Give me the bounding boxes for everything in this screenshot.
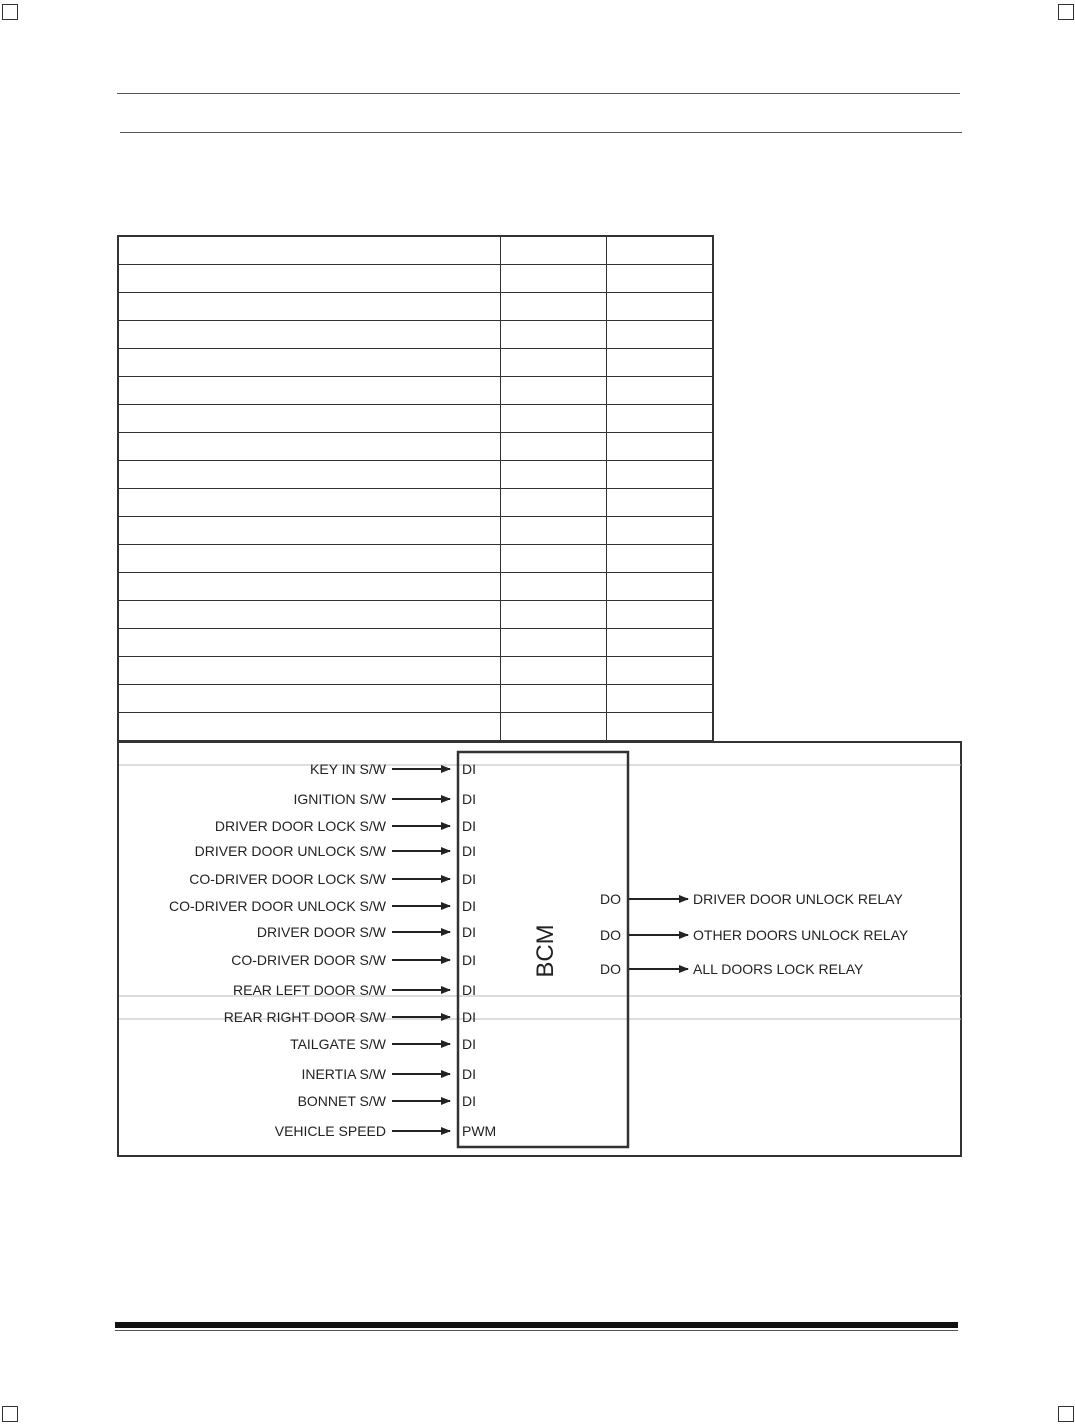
input-signal bbox=[293, 791, 476, 807]
output-signal-label: DRIVER DOOR UNLOCK RELAY bbox=[693, 891, 903, 907]
output-signal bbox=[600, 927, 909, 943]
input-signal-label: DRIVER DOOR S/W bbox=[256, 924, 386, 940]
input-pin-label: DI bbox=[462, 1066, 476, 1082]
input-signal-label: BONNET S/W bbox=[297, 1093, 386, 1109]
input-signal bbox=[189, 871, 476, 887]
output-pin-label: DO bbox=[600, 891, 621, 907]
output-signal bbox=[600, 961, 864, 977]
input-pin-label: DI bbox=[462, 791, 476, 807]
input-signal bbox=[224, 1009, 476, 1025]
input-signal-label: CO-DRIVER DOOR UNLOCK S/W bbox=[168, 898, 386, 914]
input-signal-label: INERTIA S/W bbox=[301, 1066, 386, 1082]
input-signal bbox=[215, 818, 476, 834]
output-signal-label: OTHER DOORS UNLOCK RELAY bbox=[693, 927, 909, 943]
input-pin-label: DI bbox=[462, 952, 476, 968]
bcm-title: BCM bbox=[532, 924, 559, 978]
input-signal bbox=[195, 843, 476, 859]
footer-rule-thin bbox=[115, 1330, 958, 1331]
output-pin-label: DO bbox=[600, 927, 621, 943]
input-signal-label: IGNITION S/W bbox=[293, 791, 386, 807]
input-signal bbox=[231, 952, 476, 968]
input-signal-label: CO-DRIVER DOOR LOCK S/W bbox=[189, 871, 386, 887]
input-signal bbox=[298, 1093, 476, 1109]
input-signal-label: VEHICLE SPEED bbox=[274, 1123, 386, 1139]
input-signal-label: KEY IN S/W bbox=[310, 761, 386, 777]
input-pin-label: DI bbox=[462, 898, 476, 914]
input-pin-label: DI bbox=[462, 924, 476, 940]
input-signal bbox=[290, 1036, 476, 1052]
footer-rule bbox=[115, 1322, 958, 1328]
input-signal-label: CO-DRIVER DOOR S/W bbox=[231, 952, 386, 968]
input-pin-label: DI bbox=[462, 1036, 476, 1052]
input-signal-label: REAR RIGHT DOOR S/W bbox=[223, 1009, 386, 1025]
input-pin-label: DI bbox=[462, 871, 476, 887]
input-pin-label: DI bbox=[462, 843, 476, 859]
input-signal-label: TAILGATE S/W bbox=[290, 1036, 386, 1052]
input-signal-label: REAR LEFT DOOR S/W bbox=[233, 982, 386, 998]
input-pin-label: DI bbox=[462, 761, 476, 777]
input-signal bbox=[275, 1123, 496, 1139]
input-signal-label: DRIVER DOOR LOCK S/W bbox=[214, 818, 386, 834]
input-pin-label: DI bbox=[462, 1093, 476, 1109]
input-signal bbox=[310, 761, 476, 777]
input-signal bbox=[169, 898, 476, 914]
input-pin-label: DI bbox=[462, 982, 476, 998]
input-signal bbox=[301, 1066, 476, 1082]
input-pin-label: DI bbox=[462, 818, 476, 834]
input-pin-label: DI bbox=[462, 1009, 476, 1025]
input-signal bbox=[257, 924, 476, 940]
input-signal-label: DRIVER DOOR UNLOCK S/W bbox=[194, 843, 386, 859]
output-signal bbox=[600, 891, 903, 907]
output-pin-label: DO bbox=[600, 961, 621, 977]
output-signal-label: ALL DOORS LOCK RELAY bbox=[693, 961, 864, 977]
input-pin-label: PWM bbox=[462, 1123, 497, 1139]
